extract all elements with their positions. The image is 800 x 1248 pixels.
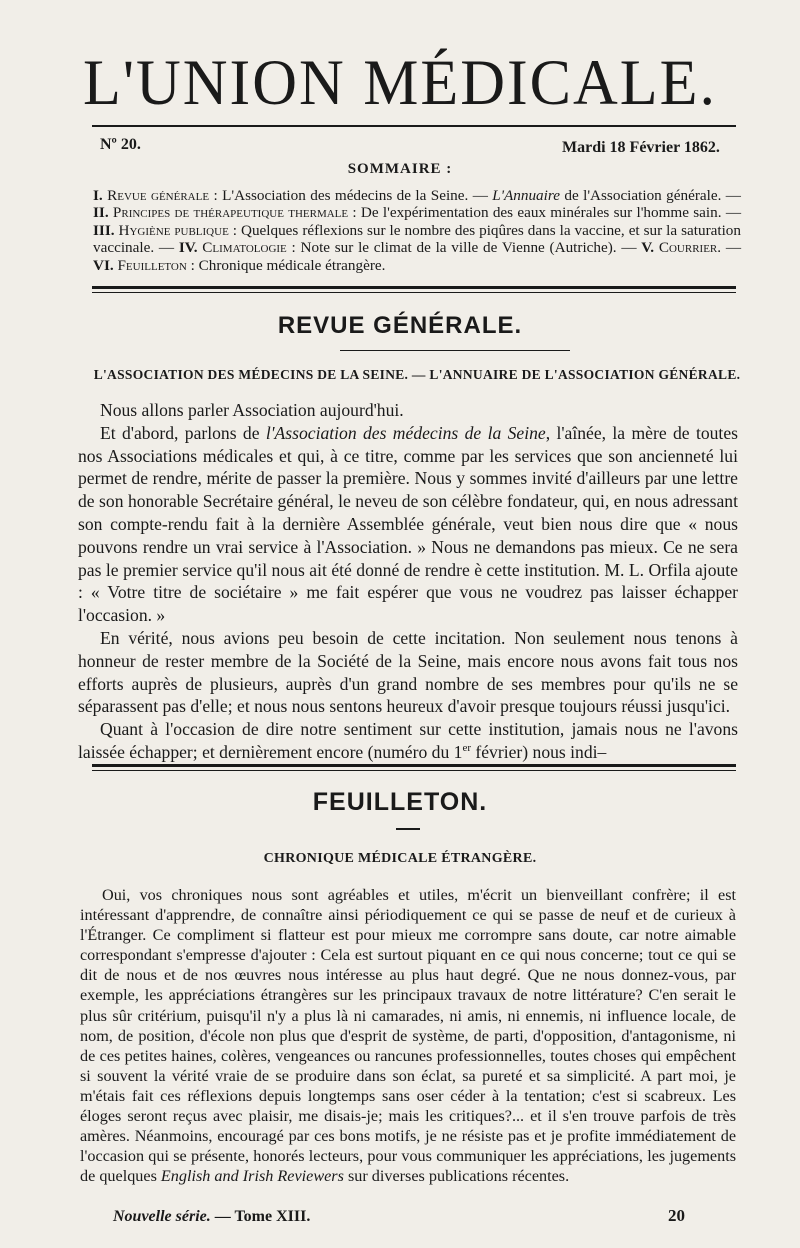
section-divider-thick: [92, 286, 736, 289]
section-divider-thin: [92, 292, 736, 293]
sommaire-item: II. Principes de thérapeutique thermale : De l'expérimentation des eaux minérales sur l'homme sain. —: [93, 204, 742, 222]
page-number: 20: [668, 1206, 685, 1225]
sommaire-item: VI. Feuilleton : Chronique médicale étrangère.: [93, 256, 386, 274]
paragraph: Et d'abord, parlons de l'Association des médecins de la Seine, l'aînée, la mère de toutes nos Associations médicales et qui, à ce titre, comme par les services que son ancienneté lui permet de rendre, mérite de passer la première. Nous y sommes invité d'ailleurs par une lettre de son honorable Secrétaire général, le neveu de son célèbre fondateur, qui, en nous adressant son compte-rendu fait à la dernière Assemblée générale, veut bien nous dire que « nous pouvons rendre un vrai service à l'Association. » Nous ne demandons pas mieux. Ce ne sera pas le premier service qu'il nous ait été donné de rendre è cette institution. M. L. Orfila ajoute : « Votre titre de sociétaire » me fait espérer que vous ne voudrez pas laisser échapper l'occasion. »: [78, 422, 738, 626]
masthead-title: L'UNION MÉDICALE.: [82, 47, 718, 119]
issue-date: Mardi 18 Février 1862.: [562, 139, 720, 156]
sommaire-title: SOMMAIRE :: [347, 161, 453, 177]
feuilleton-divider-thick: [92, 764, 736, 767]
feuilleton-title: FEUILLETON.: [312, 788, 488, 816]
paragraph: Quant à l'occasion de dire notre sentiment sur cette institution, jamais nous ne l'avons laissée échapper; et dernièrement encore (numéro du 1er février) nous indi–: [78, 719, 738, 762]
revue-title: REVUE GÉNÉRALE.: [277, 312, 523, 339]
sommaire-item: I. Revue générale : L'Association des médecins de la Seine. — L'Annuaire de l'Association générale. —: [93, 187, 741, 204]
feuilleton-divider-thin: [92, 770, 736, 771]
revue-article-body: [78, 399, 738, 764]
sommaire-list: [93, 187, 741, 274]
feuilleton-subhead: CHRONIQUE MÉDICALE ÉTRANGÈRE.: [263, 851, 537, 866]
issue-number: Nº 20.: [100, 136, 141, 153]
sommaire-item: IV. Climatologie : Note sur le climat de la ville de Vienne (Autriche). —: [178, 239, 637, 257]
feuilleton-body: [80, 885, 736, 1186]
paragraph: Nous allons parler Association aujourd'hui.: [100, 400, 404, 420]
article-subhead: L'ASSOCIATION DES MÉDECINS DE LA SEINE. — L'ANNUAIRE DE L'ASSOCIATION GÉNÉRALE.: [93, 367, 741, 382]
sommaire-item: III. Hygiène publique : Quelques réflexions sur le nombre des piqûres dans la vaccine, et sur la saturation vaccinale. —: [93, 221, 741, 257]
paragraph: En vérité, nous avions peu besoin de cette incitation. Non seulement nous tenons à honneur de rester membre de la Société de la Seine, mais encore nous avons fait tous nos efforts auprès de plusieurs, auprès d'un grand nombre de ses membres pour qu'ils ne se séparassent pas d'elle; et nous nous sentons heureux d'avoir presque toujours réussi jusqu'ici.: [78, 627, 738, 717]
paragraph: Oui, vos chroniques nous sont agréables et utiles, m'écrit un bienveillant confrère; il est intéressant d'apprendre, de connaître ainsi périodiquement ce qui se passe de neuf et de curieux à l'Étranger. Ce compliment si flatteur est pour mieux me corrompre sans doute, car notre aimable correspondant s'empresse d'ajouter : Cela est surtout piquant en ce qui nous concerne; tout ce qui se dit de nous et de nos œuvres nous intéresse au plus haut degré. Que ne nous donnez-vous, par exemple, les appréciations étrangères sur les principaux travaux de notre littérature? C'en serait le plus sûr critérium, puisqu'il n'y a plus là ni camarades, ni amis, ni ennemis, ni influence locale, de nom, de position, d'école non plus que d'esprit de système, de parti, d'opposition, d'antagonisme, ni de ces petites haines, colères, vengeances ou rancunes professionnelles, toutes choses qui empêchent si souvent la vérité vraie de se produire dans son éclat, sa pureté et sa simplicité. A part moi, je m'étais fait ces réflexions depuis longtemps sans oser céder à la tentation; c'est si scabreux. Les éloges seront reçus avec plaisir, me disais-je; mais les critiques?... et il s'en trouve parfois de très amères. Néanmoins, encouragé par ces bons motifs, je ne résiste pas et je profite immédiatement de l'occasion qui se présente, honorés lecteurs, pour vous communiquer les appréciations, les jugements de quelques English and Irish Reviewers sur diverses publications récentes.: [80, 886, 736, 1186]
footer-series: Nouvelle série. — Tome XIII.: [113, 1208, 311, 1225]
feuilleton-title-dash: [396, 828, 420, 830]
sommaire-item: V. Courrier. —: [641, 239, 741, 257]
title-underline: [340, 350, 570, 351]
masthead-rule: [92, 125, 736, 127]
